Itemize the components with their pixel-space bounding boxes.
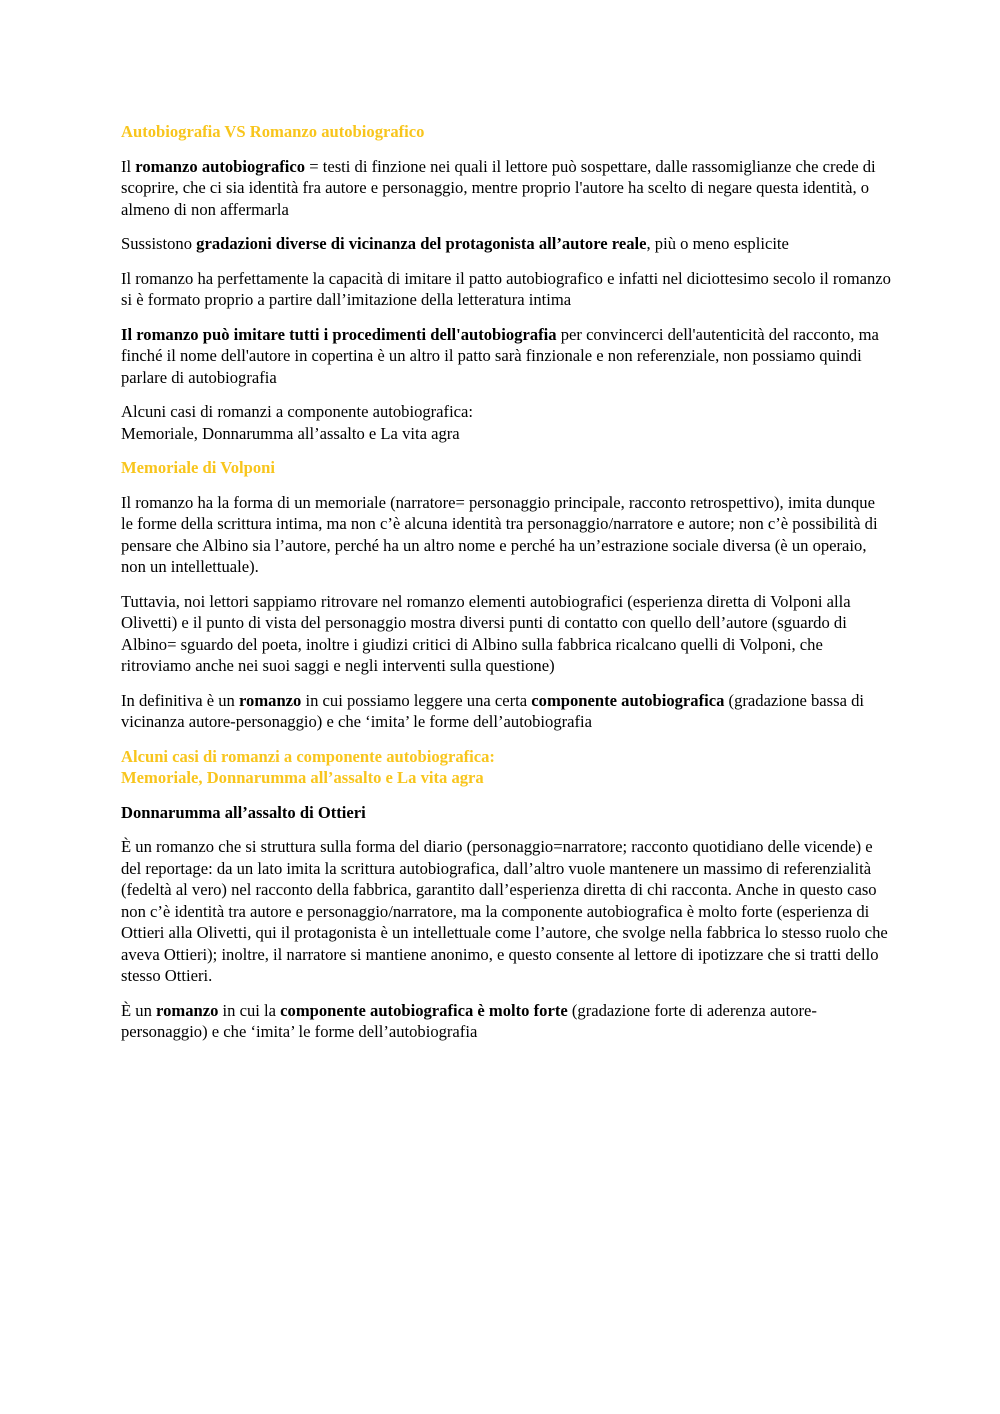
text-run: in cui possiamo leggere una certa: [301, 690, 532, 710]
text-run: (gradazione bassa di vicinanza autore-personaggio) e che ‘imita’ le forme dell’autobiografia: [121, 690, 865, 731]
bold-term: Il romanzo può imitare tutti i procedimenti dell'autobiografia: [121, 324, 557, 344]
paragraph-alcuni-casi: [121, 401, 891, 444]
text-run: = testi di finzione nei quali il lettore può sospettare, dalle rassomiglianze che crede di scoprire, che ci sia identità fra autore e personaggio, mentre proprio l'autore ha scelto di negare questa identità, o almeno di non affermarla: [121, 156, 876, 219]
bold-term: componente autobiografica è molto forte: [280, 1000, 568, 1020]
section-heading-alcuni-casi: [121, 746, 891, 789]
heading-line: Alcuni casi di romanzi a componente autobiografica:: [121, 746, 495, 766]
paragraph-imitare-procedimenti: [121, 324, 891, 389]
section-heading-memoriale: Memoriale di Volponi: [121, 458, 275, 477]
text-run: , più o meno esplicite: [646, 234, 789, 253]
paragraph-patto-autobiografico: Il romanzo ha perfettamente la capacità di imitare il patto autobiografico e infatti nel diciottesimo secolo il romanzo si è formato proprio a partire dall’imitazione della letteratura intima: [121, 268, 891, 309]
text-run: in cui la: [218, 1000, 281, 1020]
paragraph-memoriale-tuttavia: Tuttavia, noi lettori sappiamo ritrovare nel romanzo elementi autobiografici (esperienza diretta di Volponi alla Olivetti) e il punto di vista del personaggio mostra diversi punti di contatto con quello dell’autore (sguardo di Albino= sguardo del poeta, inoltre i giudizi critici di Albino sulla fabbrica ricalcano quelli di Volponi, che ritroviamo anche nei suoi saggi e negli interventi sulla questione): [121, 591, 851, 675]
text-run: Sussistono: [121, 234, 197, 253]
paragraph-donnarumma-struttura: È un romanzo che si struttura sulla forma del diario (personaggio=narratore; racconto quotidiano delle vicende) e del reportage: da un lato imita la scrittura autobiografica, dall’altro vuole mantenere un massimo di referenzialità (fedeltà al vero) nel racconto della fabbrica, garantito dall’esperienza diretta di chi racconta. Anche in questo caso non c’è identità tra autore e personaggio/narratore, ma la componente autobiografica è molto forte (esperienza di Ottieri alla Olivetti, qui il protagonista è un intellettuale come l’autore, che svolge nella fabbrica lo stesso ruolo che aveva Ottieri); inoltre, il narratore si mantiene anonimo, e questo consente al lettore di ipotizzare che si tratti dello stesso Ottieri.: [121, 837, 888, 985]
text-run: (gradazione forte di aderenza autore-personaggio) e che ‘imita’ le forme dell’autobiografia: [121, 1000, 817, 1041]
text-line: Alcuni casi di romanzi a componente autobiografica:: [121, 402, 474, 421]
text-run: Il: [121, 156, 136, 176]
paragraph-memoriale-forma: Il romanzo ha la forma di un memoriale (narratore= personaggio principale, racconto retrospettivo), imita dunque le forme della scrittura intima, ma non c’è alcuna identità tra personaggio/narratore e autore; non c’è possibilità di pensare che Albino sia l’autore, perché ha un altro nome e perché ha un’estrazione sociale diversa (è un operaio, non un intellettuale).: [121, 492, 878, 576]
section-heading-autobiografia-vs-romanzo: Autobiografia VS Romanzo autobiografico: [121, 122, 425, 141]
document-page: [121, 121, 891, 1056]
subheading-donnarumma: Donnarumma all’assalto di Ottieri: [121, 802, 366, 822]
heading-line: Memoriale, Donnarumma all’assalto e La vita agra: [121, 768, 484, 787]
bold-term: gradazioni diverse di vicinanza del protagonista all’autore reale: [196, 234, 647, 253]
text-run: per convincerci dell'autenticità del racconto, ma finché il nome dell'autore in copertina è un altro il patto sarà finzionale e non referenziale, non possiamo quindi parlare di autobiografia: [121, 324, 879, 387]
bold-term: romanzo: [238, 690, 302, 710]
bold-term: romanzo: [156, 1000, 219, 1020]
bold-term: componente autobiografica: [531, 690, 725, 710]
text-run: In definitiva è un: [121, 690, 239, 710]
text-line: Memoriale, Donnarumma all’assalto e La vita agra: [121, 423, 460, 443]
paragraph-romanzo-autobiografico-definition: [121, 156, 891, 221]
paragraph-donnarumma-conclusione: [121, 1000, 891, 1043]
paragraph-memoriale-definitiva: [121, 690, 891, 733]
text-run: È un: [121, 1000, 157, 1020]
paragraph-gradazioni: [121, 233, 891, 255]
bold-term: romanzo autobiografico: [135, 156, 306, 176]
